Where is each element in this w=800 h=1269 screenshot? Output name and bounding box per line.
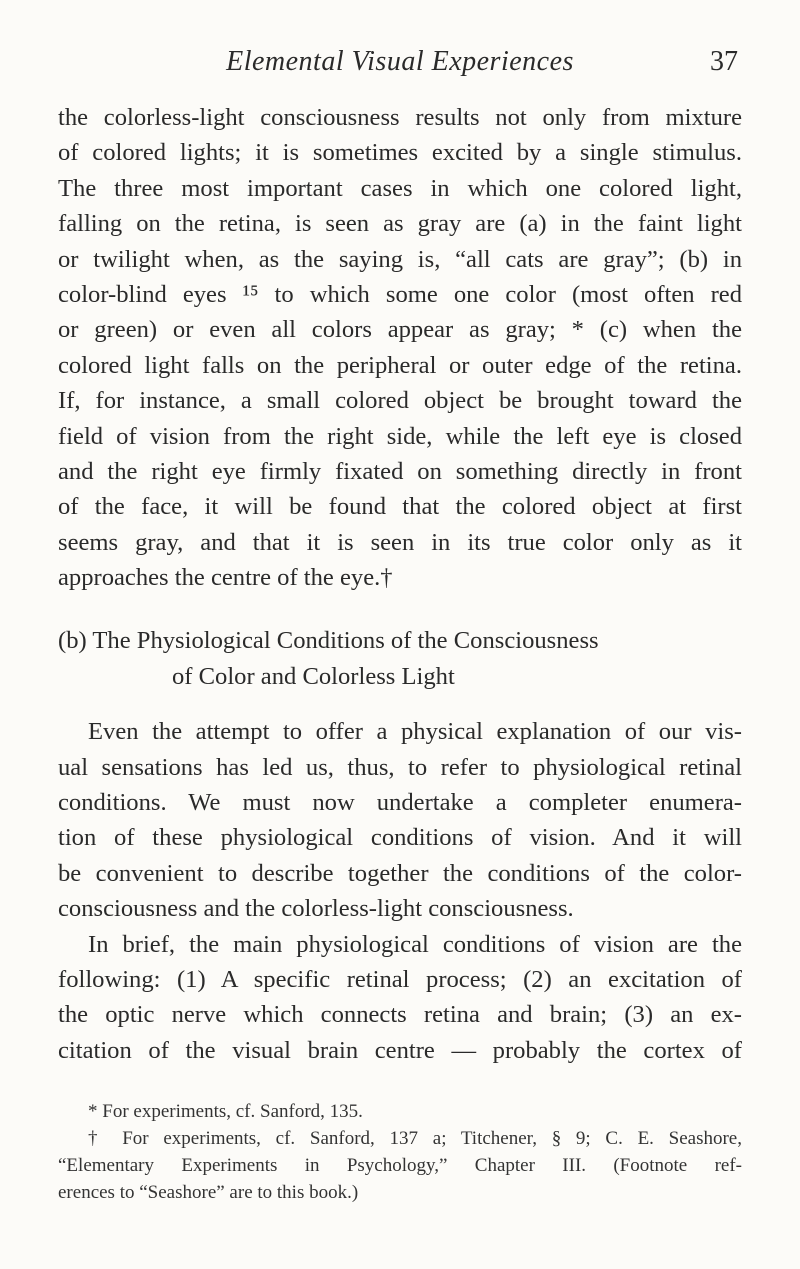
running-title: Elemental Visual Experiences	[226, 46, 574, 77]
section-heading	[58, 623, 742, 694]
text-line: seems gray, and that it is seen in its true color only as it	[58, 528, 742, 556]
text-line: ual sensations has led us, thus, to refer to physiological retinal	[58, 753, 742, 781]
section-heading-line-2: of Color and Colorless Light	[172, 662, 455, 690]
footnote-line: erences to “Seashore” are to this book.)	[58, 1182, 359, 1203]
paragraph-1	[58, 100, 742, 595]
text-line: In brief, the main physiological conditions of vision are the	[88, 930, 742, 958]
footnote-line: † For experiments, cf. Sanford, 137 a; Titchener, § 9; C. E. Seashore,	[88, 1128, 742, 1149]
text-line: following: (1) A specific retinal process; (2) an excitation of	[58, 965, 742, 993]
text-line: or twilight when, as the saying is, “all cats are gray”; (b) in	[58, 245, 742, 273]
text-line: falling on the retina, is seen as gray are (a) in the faint light	[58, 210, 742, 238]
text-line: the optic nerve which connects retina and brain; (3) an ex-	[58, 1001, 742, 1029]
body-text	[58, 100, 742, 1068]
text-line: color-blind eyes ¹⁵ to which some one color (most often red	[58, 280, 742, 308]
text-line: and the right eye firmly fixated on something directly in front	[58, 457, 742, 485]
text-line: or green) or even all colors appear as gray; * (c) when the	[58, 316, 742, 344]
text-line: conditions. We must now undertake a completer enumera-	[58, 789, 742, 817]
text-line: field of vision from the right side, while the left eye is closed	[58, 422, 742, 450]
text-line: be convenient to describe together the conditions of the color-	[58, 859, 742, 887]
text-line: The three most important cases in which one colored light,	[58, 174, 742, 202]
text-line: citation of the visual brain centre — probably the cortex of	[58, 1036, 742, 1064]
paragraph-3	[58, 927, 742, 1069]
text-line: the colorless-light consciousness results not only from mixture	[58, 104, 742, 131]
page-header	[0, 46, 800, 86]
text-line: of colored lights; it is sometimes excited by a single stimulus.	[58, 139, 742, 167]
section-heading-line-1: (b) The Physiological Conditions of the Consciousness	[58, 627, 599, 655]
footnote-line: * For experiments, cf. Sanford, 135.	[88, 1101, 363, 1122]
text-line: approaches the centre of the eye.†	[58, 564, 393, 592]
text-line: colored light falls on the peripheral or outer edge of the retina.	[58, 351, 742, 379]
footnotes	[58, 1098, 742, 1206]
text-line: If, for instance, a small colored object be brought toward the	[58, 387, 742, 415]
text-line: of the face, it will be found that the colored object at first	[58, 493, 742, 521]
text-line: consciousness and the colorless-light consciousness.	[58, 895, 574, 923]
footnote-line: “Elementary Experiments in Psychology,” Chapter III. (Footnote ref-	[58, 1155, 742, 1176]
text-line: Even the attempt to offer a physical explanation of our vis-	[88, 718, 742, 746]
paragraph-2	[58, 714, 742, 926]
page-number: 37	[710, 46, 738, 77]
text-line: tion of these physiological conditions of vision. And it will	[58, 824, 742, 852]
